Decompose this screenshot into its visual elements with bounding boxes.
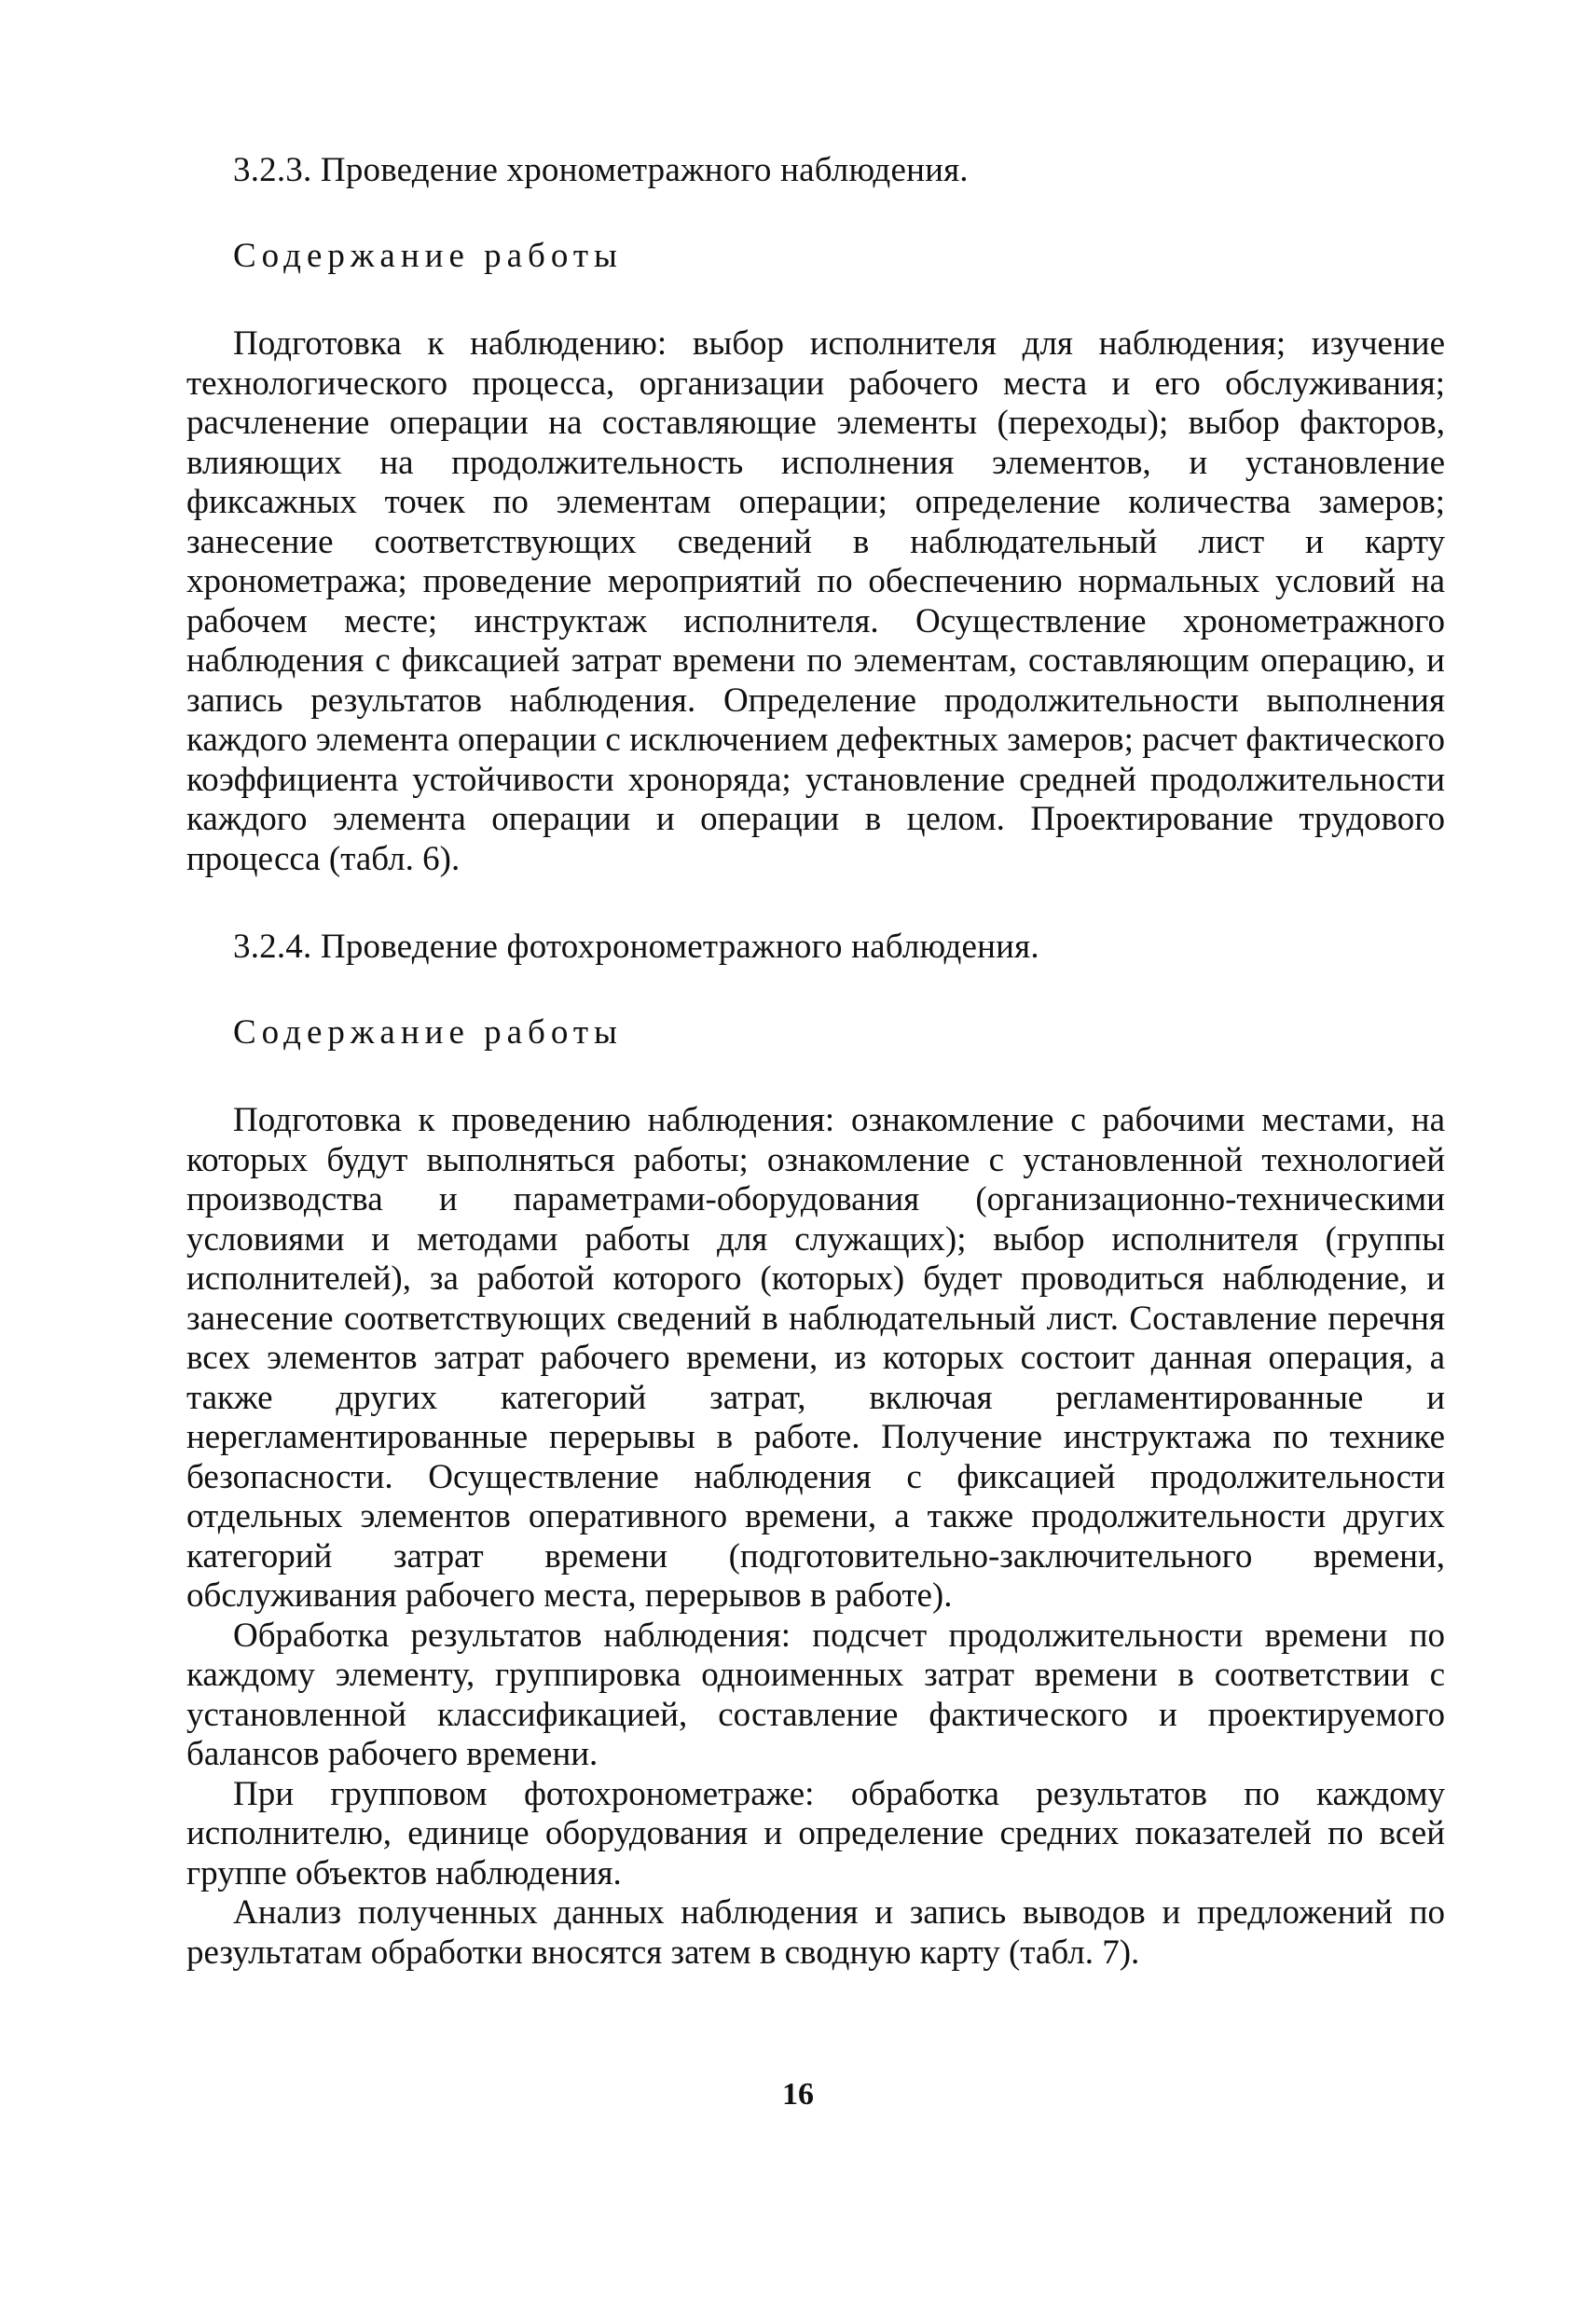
paragraph-group-photochronometry: При групповом фотохронометраже: обработка результатов по каждому исполнителю, единице оборудования и определение средних показателей по всей группе объектов наблюдения.: [186, 1774, 1445, 1892]
page-content: [186, 149, 1445, 1973]
paragraph-photochronometry-preparation: Подготовка к проведению наблюдения: ознакомление с рабочими местами, на которых будут выполняться работы; ознакомление с установленной технологией производства и параметрами-оборудования (организационно-техническими условиями и методами работы для служащих); выбор исполнителя (группы исполнителей), за работой которого (которых) будет проводиться наблюдение, и занесение соответствующих сведений в наблюдательный лист. Составление перечня всех элементов затрат рабочего времени, из которых состоит данная операция, а также других категорий затрат, включая регламентированные и нерегламентированные перерывы в работе. Получение инструктажа по технике безопасности. Осуществление наблюдения с фиксацией продолжительности отдельных элементов оперативного времени, а также продолжительности других категорий затрат времени (подготовительно-заключительного времени, обслуживания рабочего места, перерывов в работе).: [186, 1101, 1445, 1615]
page-number: 16: [782, 2077, 814, 2112]
section-heading-3-2-3: 3.2.3. Проведение хронометражного наблюдения.: [233, 151, 969, 189]
subheading-work-content-2: Содержание работы: [233, 1013, 623, 1052]
paragraph-chronometry-description: Подготовка к наблюдению: выбор исполнителя для наблюдения; изучение технологического процесса, организации рабочего места и его обслуживания; расчленение операции на составляющие элементы (переходы); выбор факторов, влияющих на продолжительность исполнения элементов, и установление фиксажных точек по элементам операции; определение количества замеров; занесение соответствующих сведений в наблюдательный лист и карту хронометража; проведение мероприятий по обеспечению нормальных условий на рабочем месте; инструктаж исполнителя. Осуществление хронометражного наблюдения с фиксацией затрат времени по элементам, составляющим операцию, и запись результатов наблюдения. Определение продолжительности выполнения каждого элемента операции с исключением дефектных замеров; расчет фактического коэффициента устойчивости хроноряда; установление средней продолжительности каждого элемента операции и операции в целом. Проектирование трудового процесса (табл. 6).: [186, 324, 1445, 878]
paragraph-results-processing: Обработка результатов наблюдения: подсчет продолжительности времени по каждому элементу, группировка одноименных затрат времени в соответствии с установленной классификацией, составление фактического и проектируемого балансов рабочего времени.: [186, 1616, 1445, 1773]
section-heading-3-2-4: 3.2.4. Проведение фотохронометражного наблюдения.: [233, 928, 1039, 966]
paragraph-analysis-summary: Анализ полученных данных наблюдения и запись выводов и предложений по результатам обработки вносятся затем в сводную карту (табл. 7).: [186, 1893, 1445, 1972]
subheading-work-content-1: Содержание работы: [233, 237, 623, 275]
